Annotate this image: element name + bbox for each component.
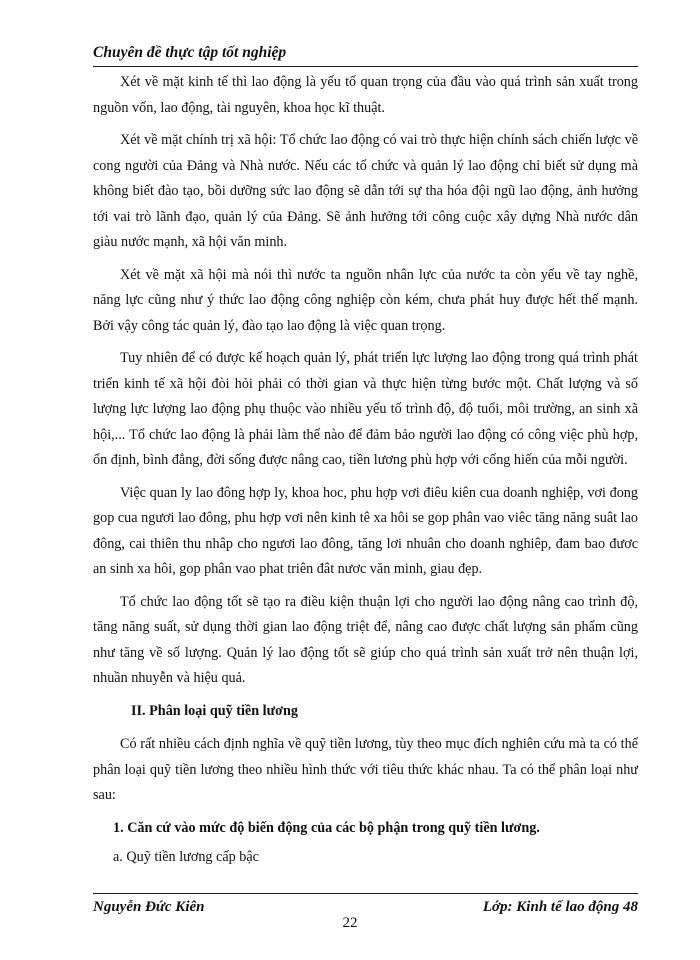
section-intro: Có rất nhiều cách định nghĩa về quỹ tiền lương, tùy theo mục đích nghiên cứu mà ta có thể phân loại quỹ tiền lương theo nhiều hình thức với tiêu thức khác nhau. Ta có thể phân loại như sau:: [93, 736, 638, 803]
list-item: a. Quỹ tiền lương cấp bậc: [113, 849, 259, 865]
paragraph: Tổ chức lao động tốt sẽ tạo ra điều kiện thuận lợi cho người lao động nâng cao trình độ, tăng năng suất, sử dụng thời gian lao động triệt để, nâng cao được chất lượng sản phẩm cũng như tăng về số lượng. Quản lý lao động tốt sẽ giúp cho quá trình sản xuất trở nên thuận lợi, nhuần nhuyễn và hiệu quả.: [93, 593, 638, 686]
subsection-heading: 1. Căn cứ vào mức độ biến động của các bộ phận trong quỹ tiền lương.: [113, 819, 540, 836]
footer-class: Lớp: Kinh tế lao động 48: [482, 899, 638, 915]
page-number: 22: [342, 915, 358, 931]
paragraph: Tuy nhiên để có được kế hoạch quản lý, phát triển lực lượng lao động trong quá trình phát triển kinh tế xã hội đòi hỏi phải có thời gian và thực hiện từng bước một. Chất lượng và số lượng lực lượng lao động phụ thuộc vào nhiều yếu tố trình độ, độ tuổi, môi trường, an sinh xã hội,... Tổ chức lao động là phải làm thế nào để đảm bảo người lao động có công việc phù hợp, ổn định, bình đẳng, đời sống được nâng cao, tiền lương phù hợp với cống hiến của mỗi người.: [93, 350, 638, 468]
footer-divider: [93, 893, 638, 894]
footer-author: Nguyễn Đức Kiên: [93, 899, 205, 915]
paragraph: Xét về mặt kinh tế thì lao động là yếu tố quan trọng của đầu vào quá trình sản xuất trong nguồn vốn, lao động, tài nguyên, khoa học kĩ thuật.: [93, 74, 638, 116]
page-header-title: Chuyên đề thực tập tốt nghiệp: [93, 44, 287, 61]
paragraph: Xét về mặt xã hội mà nói thì nước ta nguồn nhân lực của nước ta còn yếu về tay nghề, năng lực cũng như ý thức lao động công nghiệp còn kém, chưa phát huy được hết thế mạnh. Bởi vậy công tác quản lý, đào tạo lao động là việc quan trọng.: [93, 266, 638, 334]
paragraph: Việc quan ly lao đông hợp ly, khoa hoc, phu hợp vơi điêu kiên cua doanh nghiệp, vơi đong gop cua ngươi lao đông, phu hợp vơi nên kinh tê xa hôi se gop phân vao viêc tăng năng suât lao đông, cai thiên thu nhâp cho ngươi lao đông, tăng lơi nhuân cho doanh nghiêp, đam bao đươc an sinh xa hôi, gop phân vao phat triên đât nươc văn minh, giau đẹp.: [93, 484, 638, 577]
section-heading: II. Phân loại quỹ tiền lương: [131, 702, 298, 719]
header-divider: [93, 66, 638, 67]
paragraph: Xét về mặt chính trị xã hội: Tổ chức lao động có vai trò thực hiện chính sách chiến lược về cong người của Đảng và Nhà nước. Nếu các tổ chức và quản lý lao động chỉ biết sử dụng mà không biết đào tạo, bồi dưỡng sức lao động sẽ dẫn tới sự tha hóa đội ngũ lao động, ảnh hưởng tới vai trò lãnh đạo, quản lý của Đảng. Sẽ ảnh hưởng tới công cuộc xây dựng Nhà nước dân giàu nước mạnh, xã hội văn minh.: [93, 132, 638, 250]
document-body: [93, 70, 638, 871]
